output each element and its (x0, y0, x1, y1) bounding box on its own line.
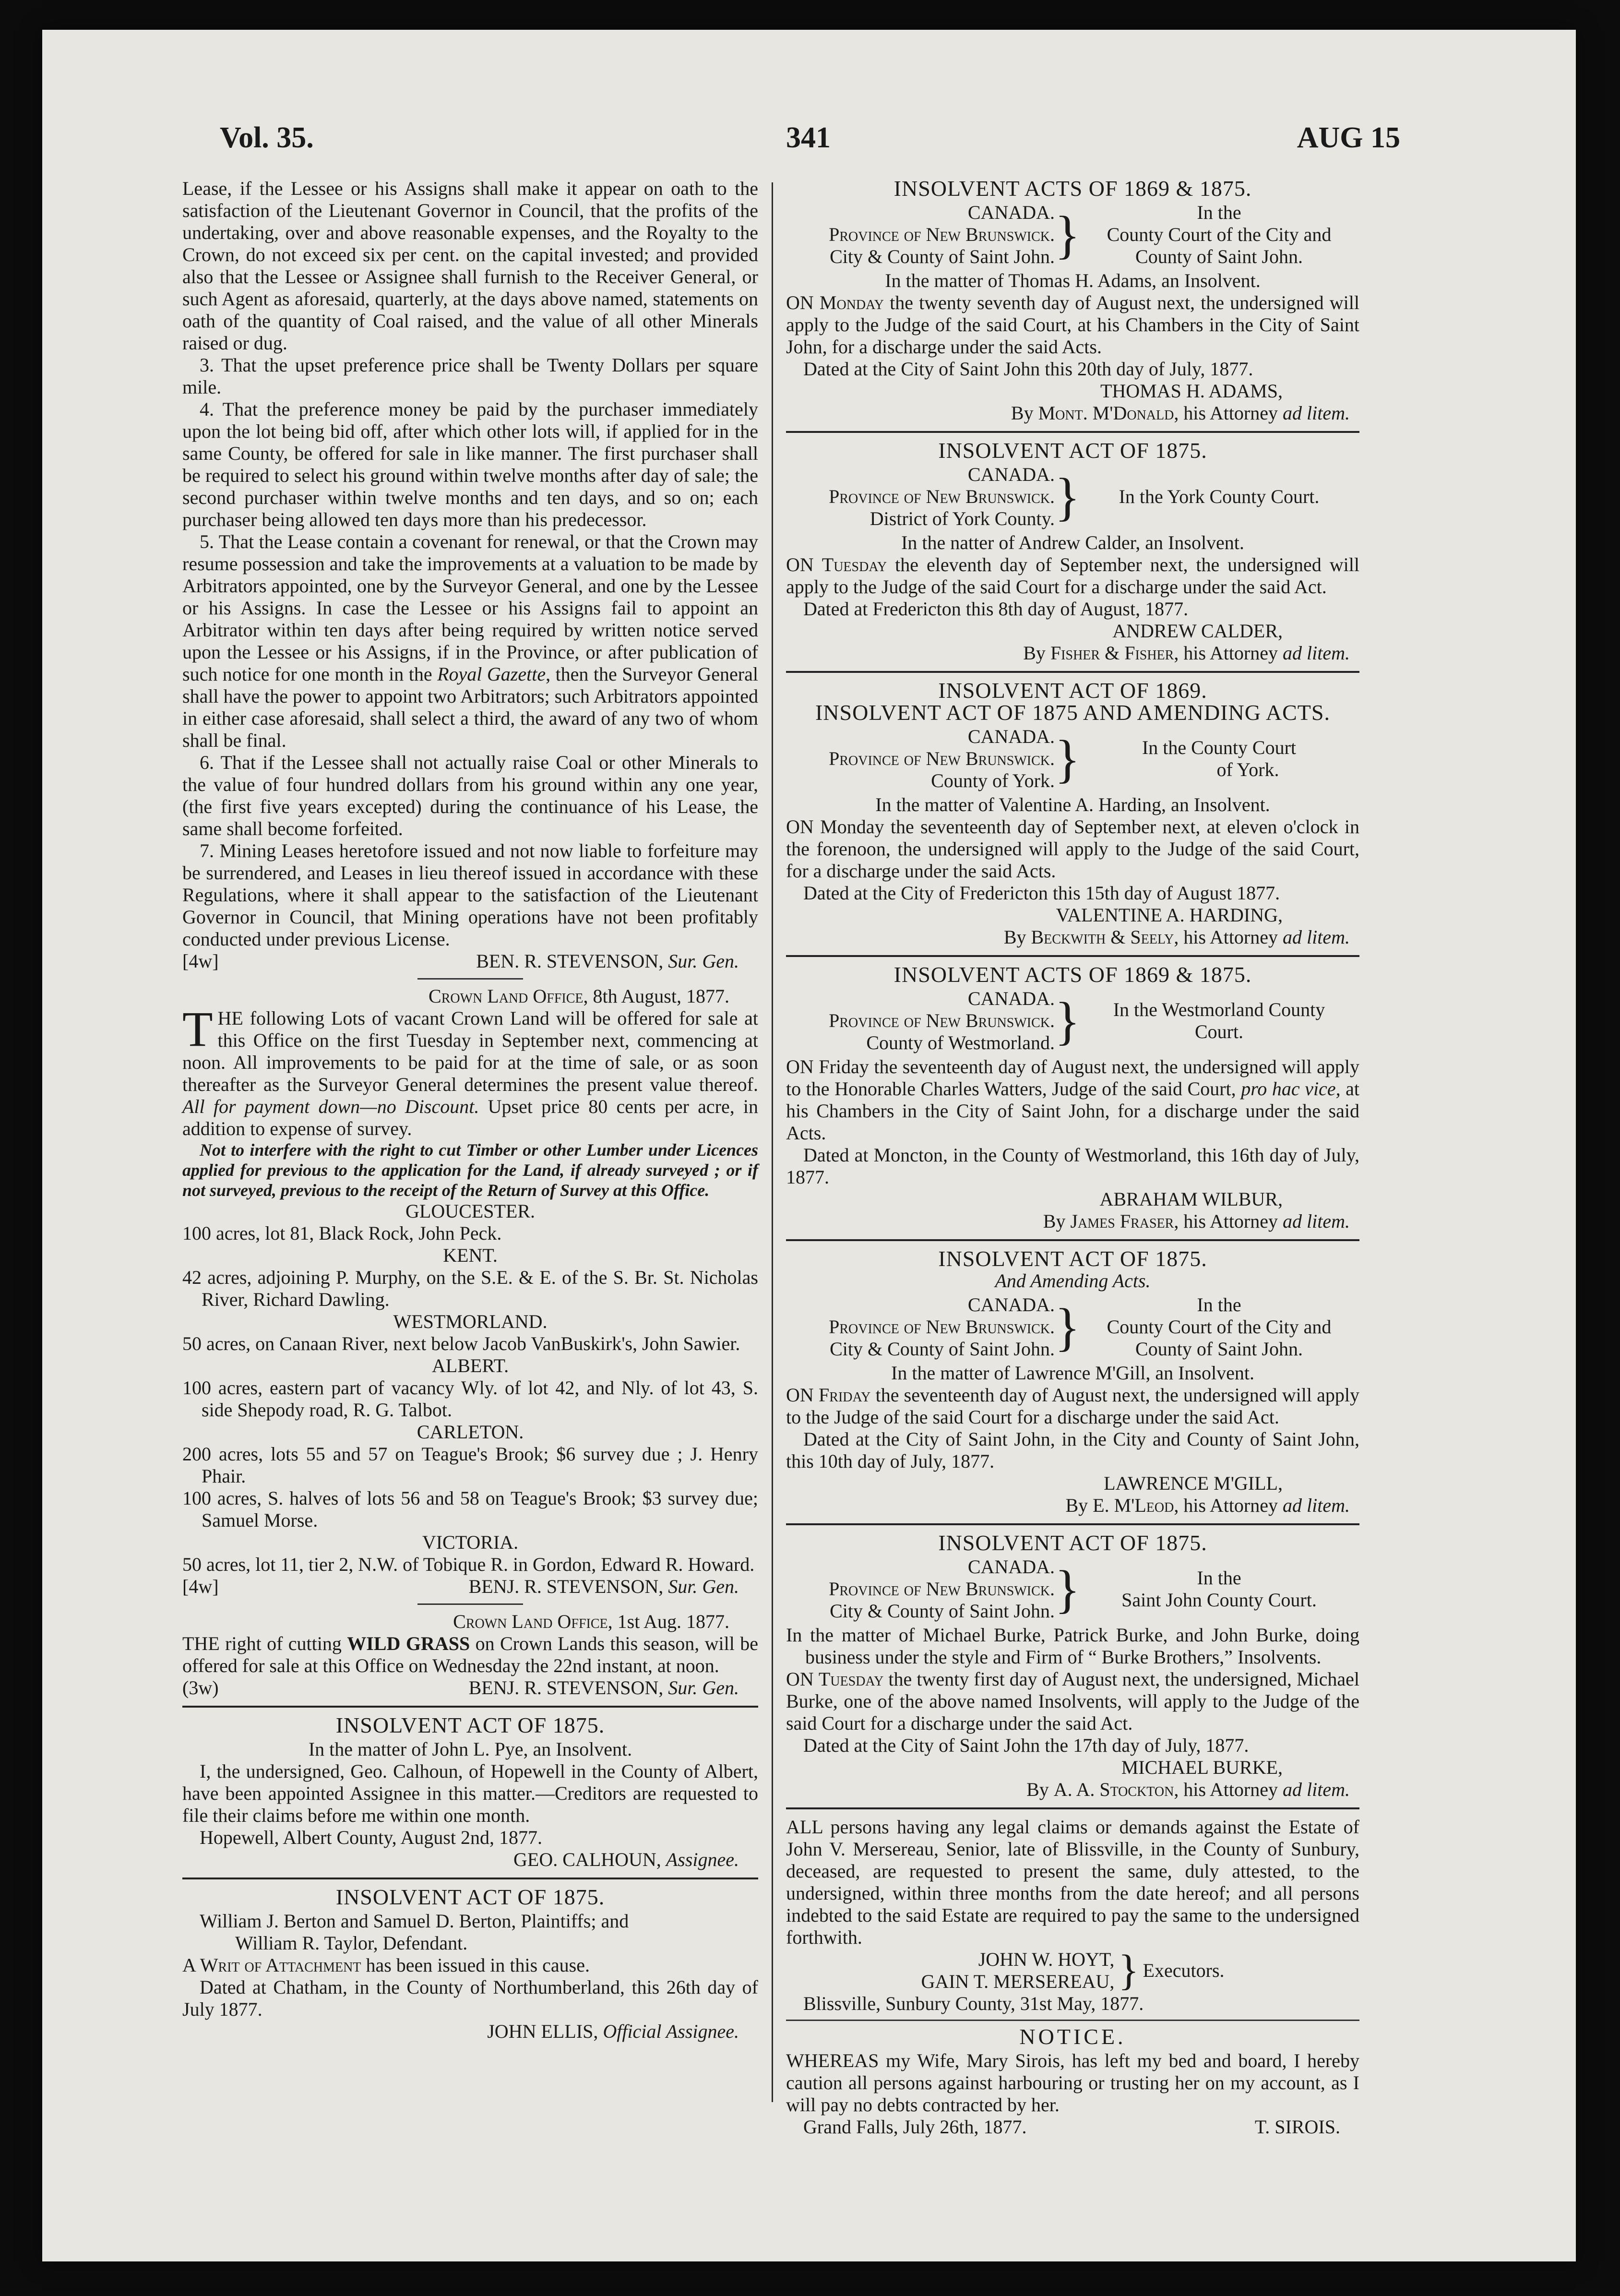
calder-attorney: By Fisher & Fisher, his Attorney ad litem. (1023, 642, 1350, 664)
right-column (786, 178, 1359, 2138)
lease-regulations-paragraph: Lease, if the Lessee or his Assigns shall make it appear on oath to the satisfaction of the Lieutenant Governor in Council, that the profits of the undertaking, over and above reasonable expenses, and the Royalty to the Crown, do not exceed six per cent. on the capital invested; and provided also that the Lessee or Assignee shall furnish to the Receiver General, or such Agent as aforesaid, quarterly, at the days above named, statements on oath of the quantity of Coal raised, and the value of all other Minerals raised or dug. (182, 178, 758, 354)
column-divider (772, 182, 773, 2102)
harding-dated: Dated at the City of Fredericton this 15th day of August 1877. (803, 882, 1280, 904)
wilbur-dated: Dated at Moncton, in the County of Westmorland, this 16th day of July, 1877. (786, 1144, 1359, 1188)
lot-entry: 50 acres, lot 11, tier 2, N.W. of Tobique R. in Gordon, Edward R. Howard. (182, 1554, 755, 1575)
pye-notice-title: INSOLVENT ACT OF 1875. (335, 1713, 605, 1737)
mgill-signature: LAWRENCE M'GILL, (1104, 1472, 1283, 1494)
burke-court-block: CANADA. Province of New Brunswick. City & County of Saint John. } In the Saint John County Court. (829, 1556, 1317, 1622)
harding-court-block: CANADA. Province of New Brunswick. County of York. } In the County Court of York. (829, 726, 1297, 791)
burke-dated: Dated at the City of Saint John the 17th day of July, 1877. (803, 1734, 1249, 1756)
regulation-4: 4. That the preference money be paid by the purchaser immediately upon the lot being bid off, after which other lots will, if applied for in the same County, be offered for sale in like manner. The first purchaser shall be required to select his ground within twelve months after day of sale; the second purchaser within twelve months and ten days, and so on; each purchaser being allowed ten days more than his predecessor. (182, 398, 758, 530)
mersereau-dated: Blissville, Sunbury County, 31st May, 1877. (803, 1993, 1144, 2014)
wilbur-court-block: CANADA. Province of New Brunswick. County of Westmorland. } In the Westmorland County Court. (829, 988, 1325, 1053)
pye-dated: Hopewell, Albert County, August 2nd, 1877. (200, 1827, 543, 1848)
harding-body: ON Monday the seventeenth day of September next, at eleven o'clock in the forenoon, the undersigned will apply to the Judge of the said Court, for a discharge under the said Acts. (786, 816, 1359, 882)
lot-entry: 50 acres, on Canaan River, next below Jacob VanBuskirk's, John Sawier. (182, 1333, 740, 1354)
adams-notice-title: INSOLVENT ACTS OF 1869 & 1875. (893, 176, 1252, 201)
berton-parties-1: William J. Berton and Samuel D. Berton, Plaintiffs; and (200, 1910, 629, 1932)
calder-court-block: CANADA. Province of New Brunswick. District of York County. } In the York County Court. (829, 464, 1320, 529)
wilbur-notice-title: INSOLVENT ACTS OF 1869 & 1875. (893, 962, 1252, 987)
regulation-6: 6. That if the Lessee shall not actually raise Coal or other Minerals to the value of four hundred dollars from his ground within any one year, (the first five years excepted) during the continuance of his Lease, the same shall become forfeited. (182, 752, 758, 839)
page-header (220, 121, 1400, 174)
mgill-dated: Dated at the City of Saint John, in the City and County of Saint John, this 10th day of July, 1877. (786, 1428, 1359, 1472)
pye-matter: In the matter of John L. Pye, an Insolvent. (308, 1738, 632, 1760)
issue-date: AUG 15 (1297, 121, 1400, 154)
mersereau-estate-notice: ALL persons having any legal claims or demands against the Estate of John V. Mersereau, Senior, late of Blissville, in the County of Sunbury, deceased, are requested to present the same, duly attested, to the undersigned, within three months from the date hereof; and all persons indebted to the said Estate are required to pay the same to the undersigned forthwith. (786, 1816, 1359, 1948)
calder-matter: In the natter of Andrew Calder, an Insolvent. (901, 532, 1244, 553)
harding-signature: VALENTINE A. HARDING, (1056, 904, 1283, 926)
mgill-body: ON Friday the seventeenth day of August next, the undersigned will apply to the Judge of the said Court for a discharge under the said Act. (786, 1384, 1360, 1428)
signature-stevenson-1: [4w] BEN. R. STEVENSON, Sur. Gen. (182, 950, 739, 972)
adams-matter: In the matter of Thomas H. Adams, an Insolvent. (885, 270, 1261, 291)
harding-attorney: By Beckwith & Seely, his Attorney ad litem. (1003, 926, 1350, 948)
calder-dated: Dated at Fredericton this 8th day of August, 1877. (803, 598, 1189, 620)
county-carleton: CARLETON. (417, 1421, 524, 1443)
burke-attorney: By A. A. Stockton, his Attorney ad litem. (1026, 1779, 1350, 1800)
mgill-notice-title: INSOLVENT ACT OF 1875. (938, 1246, 1207, 1271)
wilbur-signature: ABRAHAM WILBUR, (1099, 1188, 1283, 1210)
burke-matter: In the matter of Michael Burke, Patrick Burke, and John Burke, doing business under the style and Firm of “ Burke Brothers,” Insolvents. (786, 1624, 1359, 1668)
adams-body: ON Monday the twenty seventh day of August next, the undersigned will apply to the Judge of the said Court, at his Chambers in the City of Saint John, for a discharge under the said Acts. (786, 292, 1360, 358)
county-westmorland: WESTMORLAND. (393, 1311, 548, 1332)
adams-signature: THOMAS H. ADAMS, (1100, 380, 1283, 402)
crown-land-notice: THE following Lots of vacant Crown Land will be offered for sale at this Office on the first Tuesday in September next, commencing at noon. All improvements to be paid for at the time of sale, or as soon thereafter as the Surveyor General determines the present value thereof. All for payment down—no Discount. Upset price 80 cents per acre, in addition to expense of survey. (182, 1002, 759, 1139)
page-number: 341 (786, 121, 831, 154)
lot-entry: 42 acres, adjoining P. Murphy, on the S.E. & E. of the S. Br. St. Nicholas River, Richard Dawling. (182, 1267, 758, 1310)
lot-entry: 100 acres, lot 81, Black Rock, John Peck. (182, 1222, 502, 1244)
mgill-court-block: CANADA. Province of New Brunswick. City & County of Saint John. } In the County Court of the City and County of Saint John. (829, 1294, 1332, 1360)
adams-attorney: By Mont. M'Donald, his Attorney ad litem. (1011, 402, 1350, 424)
notice-title: NOTICE. (1019, 2024, 1126, 2049)
berton-dated: Dated at Chatham, in the County of Northumberland, this 26th day of July 1877. (182, 1976, 758, 2020)
signature-stevenson-2: [4w] BENJ. R. STEVENSON, Sur. Gen. (182, 1576, 739, 1597)
harding-matter: In the matter of Valentine A. Harding, an Insolvent. (875, 794, 1270, 815)
mersereau-executors: JOHN W. HOYT, GAIN T. MERSEREAU, } Executors. (921, 1947, 1225, 1994)
timber-note: Not to interfere with the right to cut Timber or other Lumber under Licences applied for previous to the application for the Land, if already surveyed ; or if not surveyed, previous to the receipt of the Return of Survey at this Office. (182, 1140, 758, 1200)
calder-notice-title: INSOLVENT ACT OF 1875. (938, 438, 1207, 463)
calder-body: ON Tuesday the eleventh day of September next, the undersigned will apply to the Judge of the said Court for a discharge under the said Act. (786, 554, 1359, 598)
regulation-5: 5. That the Lease contain a covenant for renewal, or that the Crown may resume possession and take the improvements at a valuation to be made by Arbitrators appointed, one by the Surveyor General, and one by the Lessee or his Assigns. In case the Lessee or his Assigns fail to appoint an Arbitrator within ten days after being required by written notice served upon the Lessee or his Assigns, if in the Province, or after publication of such notice for one month in the Royal Gazette, then the Surveyor General shall have the power to appoint two Arbitrators; such Arbitrators appointed in either case aforesaid, shall select a third, the award of any two of whom shall be final. (182, 531, 758, 751)
berton-notice-title: INSOLVENT ACT OF 1875. (335, 1885, 605, 1909)
county-albert: ALBERT. (431, 1355, 509, 1376)
wilbur-body: ON Friday the seventeenth day of August next, the undersigned will apply to the Honorable Charles Watters, Judge of the said Court, pro hac vice, at his Chambers in the City of Saint John, for a discharge under the said Acts. (786, 1056, 1360, 1144)
regulation-7: 7. Mining Leases heretofore issued and not now liable to forfeiture may be surrendered, and Leases in lieu thereof issued in accordance with these Regulations, where it shall appear to the satisfaction of the Lieutenant Governor in Council, that Mining operations have not been profitably conducted under previous License. (182, 840, 758, 950)
lot-entry: 200 acres, lots 55 and 57 on Teague's Brook; $6 survey due ; J. Henry Phair. (182, 1443, 758, 1487)
county-gloucester: GLOUCESTER. (405, 1200, 535, 1222)
burke-signature: MICHAEL BURKE, (1121, 1757, 1283, 1778)
mgill-attorney: By E. M'Leod, his Attorney ad litem. (1065, 1495, 1350, 1516)
county-victoria: VICTORIA. (422, 1531, 519, 1553)
berton-parties-2: William R. Taylor, Defendant. (235, 1932, 468, 1954)
berton-signature: JOHN ELLIS, Official Assignee. (487, 2021, 739, 2042)
calder-signature: ANDREW CALDER, (1112, 620, 1283, 642)
crown-land-office-dateline-1: Crown Land Office, 8th August, 1877. (429, 985, 729, 1007)
adams-court-block: CANADA. Province of New Brunswick. City & County of Saint John. } In the County Court of the City and County of Saint John. (829, 202, 1332, 267)
wild-grass-notice: THE right of cutting WILD GRASS on Crown Lands this season, will be offered for sale at this Office on Wednesday the 22nd instant, at noon. (182, 1633, 759, 1676)
mgill-subtitle: And Amending Acts. (995, 1270, 1151, 1292)
berton-writ: A Writ of Attachment has been issued in this cause. (182, 1954, 590, 1976)
sirois-notice-body: WHEREAS my Wife, Mary Sirois, has left my bed and board, I hereby caution all persons against harbouring or trusting her on my account, as I will pay no debts contracted by her. (786, 2050, 1359, 2116)
pye-signature: GEO. CALHOUN, Assignee. (513, 1849, 739, 1870)
left-column (182, 178, 758, 2043)
pye-body: I, the undersigned, Geo. Calhoun, of Hopewell in the County of Albert, have been appointed Assignee in this matter.—Creditors are requested to file their claims before me within one month. (182, 1760, 758, 1826)
volume-number: Vol. 35. (220, 121, 314, 154)
wilbur-attorney: By James Fraser, his Attorney ad litem. (1043, 1210, 1350, 1232)
county-kent: KENT. (443, 1244, 498, 1266)
adams-dated: Dated at the City of Saint John this 20th day of July, 1877. (803, 358, 1253, 380)
lot-entry: 100 acres, eastern part of vacancy Wly. of lot 42, and Nly. of lot 43, S. side Shepody road, R. G. Talbot. (182, 1377, 758, 1421)
crown-land-office-dateline-2: Crown Land Office, 1st Aug. 1877. (453, 1611, 729, 1632)
mgill-matter: In the matter of Lawrence M'Gill, an Insolvent. (891, 1362, 1254, 1384)
sirois-signature-line: Grand Falls, July 26th, 1877. T. SIROIS. (803, 2116, 1340, 2138)
regulation-3: 3. That the upset preference price shall be Twenty Dollars per square mile. (182, 354, 758, 398)
signature-stevenson-3: (3w) BENJ. R. STEVENSON, Sur. Gen. (182, 1677, 739, 1698)
lot-entry: 100 acres, S. halves of lots 56 and 58 on Teague's Brook; $3 survey due; Samuel Morse. (182, 1487, 758, 1531)
burke-notice-title: INSOLVENT ACT OF 1875. (938, 1531, 1207, 1555)
harding-notice-title-2: INSOLVENT ACT OF 1875 AND AMENDING ACTS. (815, 700, 1330, 725)
harding-notice-title-1: INSOLVENT ACT OF 1869. (938, 678, 1207, 703)
burke-body: ON Tuesday the twenty first day of August next, the undersigned, Michael Burke, one of the above named Insolvents, will apply to the Judge of the said Court for a discharge under the said Act. (786, 1668, 1360, 1734)
